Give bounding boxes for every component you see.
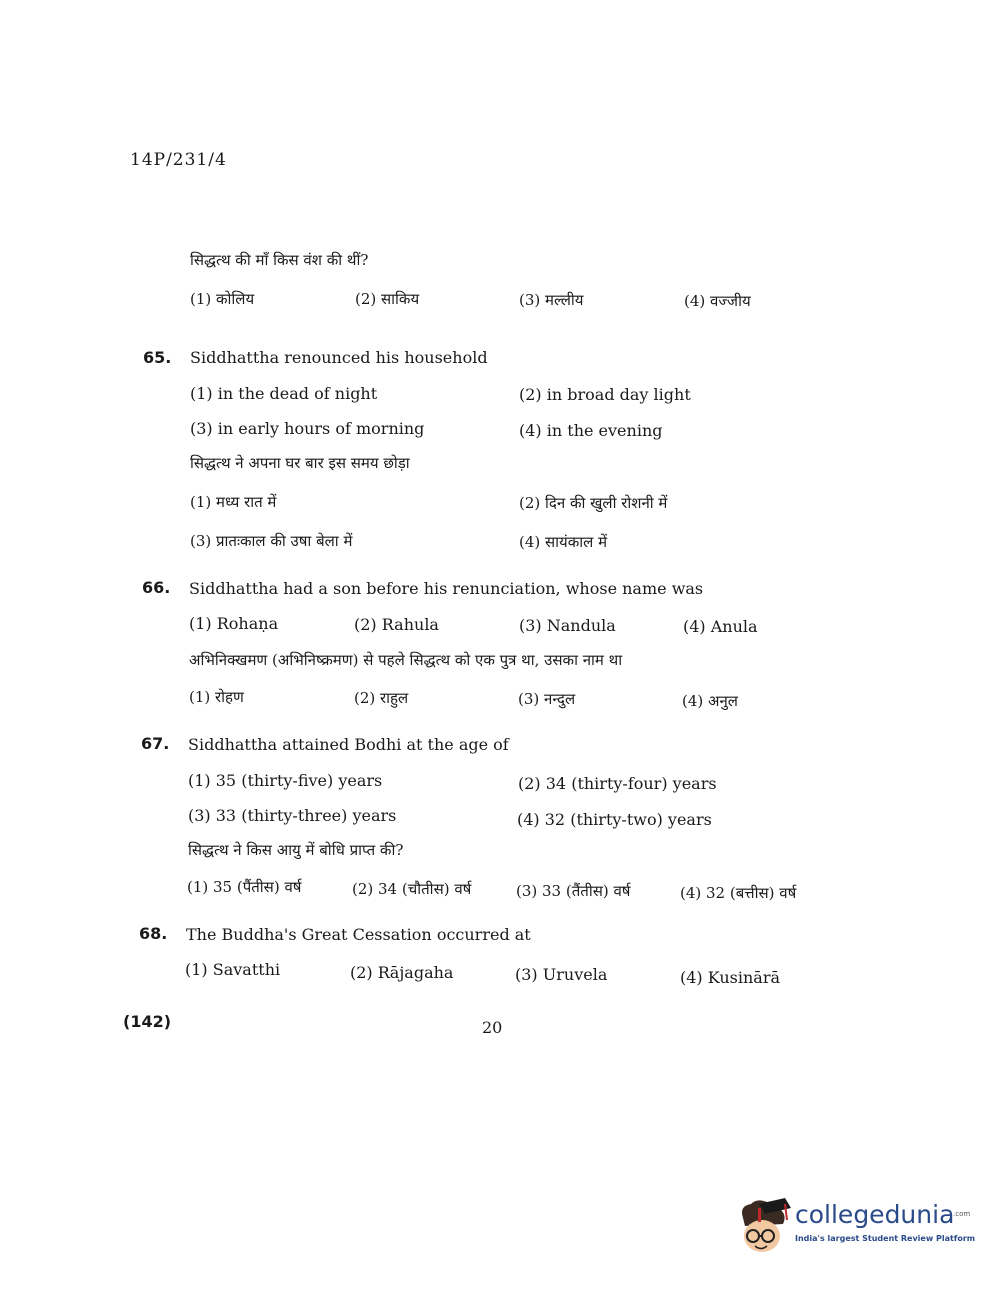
- q68-option-2: (2) Rājagaha: [350, 963, 454, 982]
- mascot-icon: [735, 1196, 793, 1266]
- q66-question: Siddhattha had a son before his renunciation, whose name was: [189, 579, 704, 598]
- q66-option-4: (4) Anula: [683, 617, 758, 636]
- q68-number: 68.: [139, 924, 168, 943]
- q67-option-4: (4) 32 (thirty-two) years: [517, 810, 712, 829]
- q66-option-1: (1) Rohaṇa: [189, 614, 279, 633]
- q65-hindi-question: सिद्धत्थ ने अपना घर बार इस समय छोड़ा: [190, 454, 410, 472]
- q67-hindi-option-2: (2) 34 (चौतीस) वर्ष: [352, 880, 472, 898]
- q66-number: 66.: [142, 578, 171, 597]
- q66-option-3: (3) Nandula: [519, 616, 616, 635]
- q64-hindi-question: सिद्धत्थ की माँ किस वंश की थीं?: [190, 251, 369, 269]
- q65-number: 65.: [143, 348, 172, 367]
- q65-option-4: (4) in the evening: [519, 421, 663, 440]
- q65-question: Siddhattha renounced his household: [190, 348, 488, 367]
- q66-hindi-option-2: (2) राहुल: [354, 689, 409, 707]
- q65-option-2: (2) in broad day light: [519, 385, 691, 404]
- page-number: 20: [482, 1018, 503, 1037]
- q67-hindi-option-3: (3) 33 (तैंतीस) वर्ष: [516, 882, 631, 900]
- q66-hindi-option-1: (1) रोहण: [189, 688, 244, 706]
- q65-hindi-option-1: (1) मध्य रात में: [190, 493, 277, 511]
- q66-hindi-option-3: (3) नन्दुल: [518, 690, 576, 708]
- q66-hindi-option-4: (4) अनुल: [682, 692, 738, 710]
- logo-suffix: .com: [953, 1210, 971, 1218]
- q68-question: The Buddha's Great Cessation occurred at: [186, 925, 531, 944]
- q67-option-1: (1) 35 (thirty-five) years: [188, 771, 383, 790]
- q65-hindi-option-2: (2) दिन की खुली रोशनी में: [519, 494, 668, 512]
- collegedunia-logo: [735, 1196, 976, 1266]
- q65-option-3: (3) in early hours of morning: [190, 419, 425, 438]
- q67-option-2: (2) 34 (thirty-four) years: [518, 774, 717, 793]
- booklet-number: (142): [123, 1012, 172, 1031]
- q64-hindi-option-2: (2) साकिय: [355, 290, 420, 308]
- q68-option-4: (4) Kusinārā: [680, 968, 781, 987]
- logo-tagline: India's largest Student Review Platform: [795, 1234, 976, 1243]
- logo-wordmark: collegedunia: [795, 1200, 955, 1229]
- paper-code: 14P/231/4: [130, 150, 227, 170]
- q64-hindi-option-3: (3) मल्लीय: [519, 291, 584, 309]
- q65-option-1: (1) in the dead of night: [190, 384, 378, 403]
- q64-hindi-option-1: (1) कोलिय: [190, 290, 255, 308]
- q68-option-1: (1) Savatthi: [185, 960, 281, 979]
- q64-hindi-option-4: (4) वज्जीय: [684, 292, 751, 310]
- q67-hindi-option-1: (1) 35 (पैंतीस) वर्ष: [187, 878, 302, 896]
- q67-hindi-question: सिद्धत्थ ने किस आयु में बोधि प्राप्त की?: [188, 841, 404, 859]
- q66-option-2: (2) Rahula: [354, 615, 439, 634]
- q67-question: Siddhattha attained Bodhi at the age of: [188, 735, 509, 754]
- q65-hindi-option-4: (4) सायंकाल में: [519, 533, 608, 551]
- q67-option-3: (3) 33 (thirty-three) years: [188, 806, 397, 825]
- q68-option-3: (3) Uruvela: [515, 965, 608, 984]
- q67-hindi-option-4: (4) 32 (बत्तीस) वर्ष: [680, 884, 797, 902]
- q66-hindi-question: अभिनिक्खमण (अभिनिष्क्रमण) से पहले सिद्धत्थ को एक पुत्र था, उसका नाम था: [189, 651, 623, 669]
- q67-number: 67.: [141, 734, 170, 753]
- q65-hindi-option-3: (3) प्रातःकाल की उषा बेला में: [190, 532, 353, 550]
